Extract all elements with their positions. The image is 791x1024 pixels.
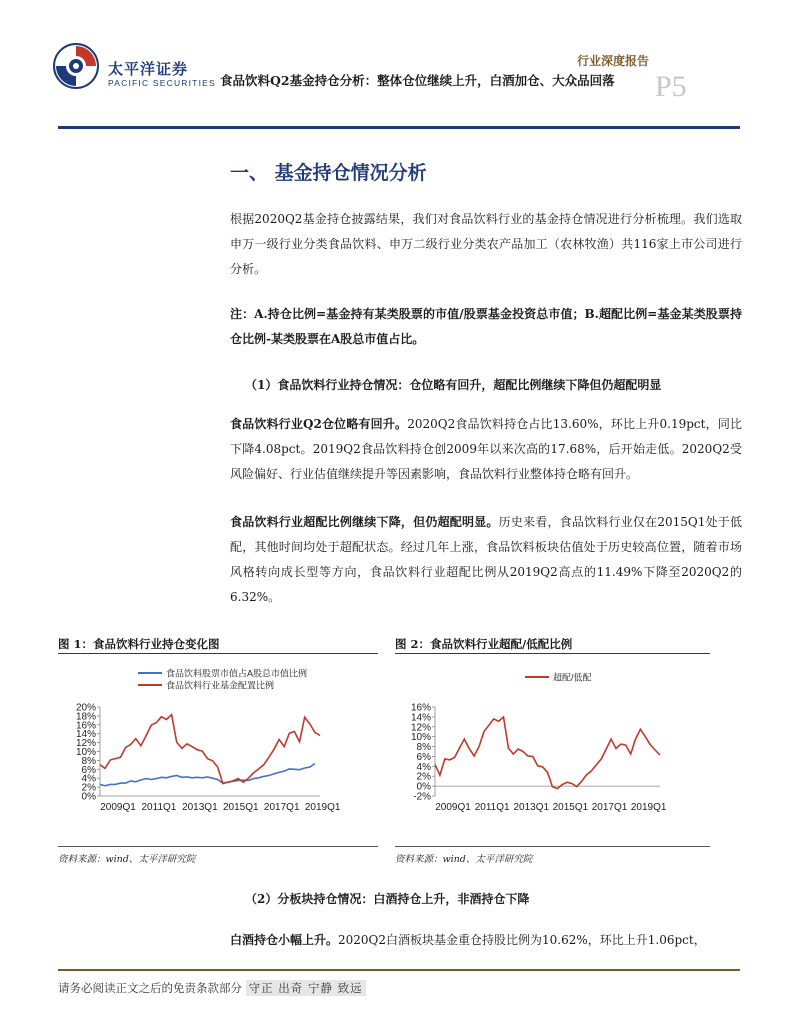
- subheading-segment-holdings: （2）分板块持仓情况：白酒持仓上升，非酒持仓下降: [245, 892, 530, 906]
- paragraph-q2-position: [230, 412, 742, 487]
- legend-label: 食品饮料行业基金配置比例: [166, 680, 275, 691]
- y-tick-label: 14%: [75, 729, 96, 741]
- y-tick-label: 12%: [75, 738, 96, 750]
- paragraph-body: 2020Q2白酒板块基金重仓持股比例为10.62%，环比上升1.06pct，: [338, 933, 706, 947]
- x-tick-label: 2017Q1: [591, 802, 628, 813]
- legend-label: 超配/低配: [553, 672, 592, 683]
- series-line: [100, 764, 315, 786]
- report-title: 食品饮料Q2基金持仓分析：整体仓位继续上升，白酒加仓、大众品回落: [220, 73, 615, 88]
- report-type-label: 行业深度报告: [576, 54, 649, 68]
- figure-1-rule: [58, 653, 378, 654]
- footer-divider: [58, 969, 740, 971]
- figure-1-title: 图 1：食品饮料行业持仓变化图: [58, 637, 220, 651]
- legend-label: 食品饮料股票市值占A股总市值比例: [166, 668, 308, 679]
- pacific-securities-logo-icon: [52, 42, 100, 90]
- figure-1-source: 资料来源：wind、太平洋研究院: [58, 854, 196, 865]
- y-tick-label: 10%: [75, 747, 96, 758]
- figure-2-rule: [395, 653, 710, 654]
- overweight-ratio-chart: [395, 655, 710, 825]
- x-tick-label: 2009Q1: [100, 802, 136, 813]
- section-title: 一、 基金持仓情况分析: [230, 162, 427, 184]
- y-tick-label: 14%: [410, 712, 431, 724]
- x-tick-label: 2017Q1: [263, 802, 300, 813]
- paragraph-lead: 白酒持仓小幅上升。: [230, 933, 339, 947]
- x-tick-label: 2013Q1: [513, 802, 550, 813]
- y-tick-label: 0%: [416, 781, 431, 793]
- x-tick-label: 2011Q1: [474, 802, 510, 813]
- y-tick-label: 16%: [75, 720, 96, 732]
- y-tick-label: 8%: [416, 742, 431, 754]
- figure-2-title: 图 2：食品饮料行业超配/低配比例: [395, 637, 573, 651]
- x-tick-label: 2019Q1: [304, 802, 341, 813]
- footer-motto: 守正 出奇 宁静 致远: [246, 980, 366, 996]
- series-line: [435, 717, 660, 789]
- subheading-industry-holdings: （1）食品饮料行业持仓情况：仓位略有回升，超配比例继续下降但仍超配明显: [245, 378, 662, 392]
- paragraph-body: 2020Q2食品饮料持仓占比13.60%，环比上升0.19pct，同比下降4.08pct。2019Q2食品饮料持仓创2009年以来次高的17.68%，后开始走低。2020Q2受风险偏好、行业估值继续提升等因素影响，食品饮料行业整体持仓略有回升。: [230, 417, 742, 481]
- y-tick-label: 4%: [81, 773, 96, 785]
- y-tick-label: 10%: [410, 732, 431, 744]
- x-tick-label: 2019Q1: [630, 802, 667, 813]
- footer-disclaimer: 请务必阅读正文之后的免责条款部分: [58, 981, 242, 995]
- figure-2-source-rule: [395, 846, 710, 847]
- series-line: [100, 715, 320, 784]
- logo-chinese-name: 太平洋证券: [108, 60, 189, 78]
- x-tick-label: 2013Q1: [182, 802, 218, 813]
- paragraph-lead: 食品饮料行业超配比例继续下降，但仍超配明显。: [230, 515, 499, 529]
- paragraph-overweight: [230, 510, 742, 610]
- x-tick-label: 2015Q1: [552, 802, 589, 813]
- y-tick-label: 8%: [81, 755, 96, 767]
- paragraph-body: 历史来看，食品饮料行业仅在2015Q1处于低配，其他时间均处于超配状态。经过几年上涨，食品饮料板块估值处于历史较高位置，随着市场风格转向成长型等方向，食品饮料行业超配比例从2019Q2高点的11.49%下降至2020Q2的6.32%。: [230, 515, 742, 604]
- logo-english-name: PACIFIC SECURITIES: [108, 78, 216, 88]
- page-number: P5: [655, 70, 687, 103]
- y-tick-label: 12%: [410, 722, 431, 734]
- y-tick-label: -2%: [413, 791, 431, 803]
- note-paragraph: 注：A.持仓比例=基金持有某类股票的市值/股票基金投资总市值；B.超配比例=基金某类股票持仓比例-某类股票在A股总市值占比。: [230, 307, 742, 346]
- intro-paragraph: 根据2020Q2基金持仓披露结果，我们对食品饮料行业的基金持仓情况进行分析梳理。我们选取申万一级行业分类食品饮料、申万二级行业分类农产品加工（农林牧渔）共116家上市公司进行分析。: [230, 212, 742, 276]
- paragraph-lead: 食品饮料行业Q2仓位略有回升。: [230, 417, 408, 431]
- x-tick-label: 2009Q1: [435, 802, 471, 813]
- y-tick-label: 0%: [81, 791, 96, 803]
- y-tick-label: 2%: [81, 782, 96, 794]
- x-tick-label: 2011Q1: [141, 802, 177, 813]
- header-divider: [58, 126, 740, 129]
- fund-holdings-chart: [58, 655, 378, 825]
- figure-2-source: 资料来源：wind、太平洋研究院: [395, 854, 533, 865]
- y-tick-label: 2%: [416, 771, 431, 783]
- y-tick-label: 18%: [75, 711, 96, 723]
- x-tick-label: 2015Q1: [222, 802, 259, 813]
- y-tick-label: 6%: [81, 764, 96, 776]
- y-tick-label: 16%: [410, 702, 431, 714]
- y-tick-label: 6%: [416, 751, 431, 763]
- footer: [58, 980, 366, 996]
- paragraph-baijiu: [230, 928, 742, 953]
- figure-1-source-rule: [58, 846, 378, 847]
- y-tick-label: 20%: [75, 702, 96, 714]
- y-tick-label: 4%: [416, 761, 431, 773]
